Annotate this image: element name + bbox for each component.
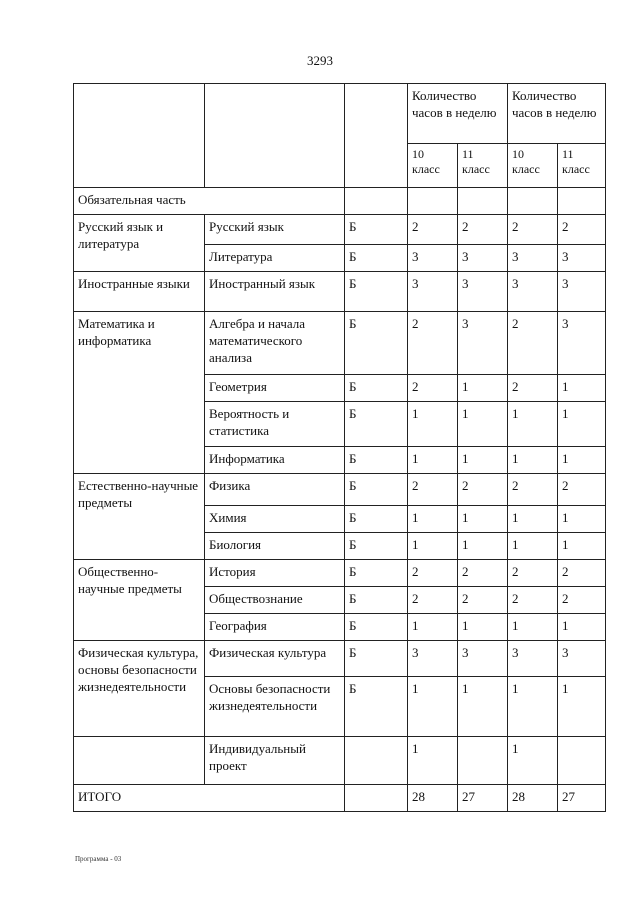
header-blank-level <box>345 84 408 188</box>
hours-cell: 1 <box>458 614 508 641</box>
hours-cell: 1 <box>408 533 458 560</box>
subject-level: Б <box>345 245 408 272</box>
hours-cell: 2 <box>408 560 458 587</box>
curriculum-table <box>73 83 606 812</box>
hours-cell: 2 <box>558 215 606 245</box>
table-row <box>74 737 606 785</box>
total-hours-cell: 28 <box>508 785 558 812</box>
hours-cell: 3 <box>508 245 558 272</box>
header-grade-11: 11 класс <box>558 144 606 188</box>
hours-cell: 2 <box>558 587 606 614</box>
hours-cell: 1 <box>458 533 508 560</box>
table-row <box>74 312 606 375</box>
subject-name: Алгебра и начала математического анализа <box>205 312 345 375</box>
subject-area: Общественно-научные предметы <box>74 560 205 641</box>
hours-cell: 2 <box>458 474 508 506</box>
hours-cell: 2 <box>408 587 458 614</box>
subject-level: Б <box>345 272 408 312</box>
subject-name: Химия <box>205 506 345 533</box>
total-hours-cell: 27 <box>458 785 508 812</box>
hours-cell: 3 <box>408 641 458 677</box>
hours-cell: 1 <box>408 506 458 533</box>
subject-level: Б <box>345 375 408 402</box>
header-hours-group-2: Количество часов в неделю <box>508 84 606 144</box>
hours-cell: 2 <box>408 375 458 402</box>
total-label: ИТОГО <box>74 785 345 812</box>
hours-cell: 3 <box>408 245 458 272</box>
hours-cell: 2 <box>408 312 458 375</box>
subject-name: История <box>205 560 345 587</box>
subject-area: Физическая культура, основы безопасности жизнедеятельности <box>74 641 205 737</box>
subject-name: Физическая культура <box>205 641 345 677</box>
hours-cell: 3 <box>408 272 458 312</box>
hours-cell: 3 <box>508 641 558 677</box>
hours-cell: 1 <box>558 533 606 560</box>
total-row <box>74 785 606 812</box>
hours-cell: 3 <box>558 272 606 312</box>
hours-cell: 2 <box>458 560 508 587</box>
header-grade-11: 11 класс <box>458 144 508 188</box>
hours-cell: 2 <box>408 215 458 245</box>
hours-cell: 1 <box>458 677 508 737</box>
hours-cell: 1 <box>408 614 458 641</box>
hours-cell: 1 <box>508 737 558 785</box>
hours-cell: 1 <box>458 506 508 533</box>
hours-cell: 3 <box>458 272 508 312</box>
hours-cell: 3 <box>558 641 606 677</box>
hours-cell: 2 <box>458 215 508 245</box>
subject-level: Б <box>345 560 408 587</box>
table-row <box>74 272 606 312</box>
hours-cell <box>558 737 606 785</box>
hours-cell: 1 <box>408 402 458 447</box>
subject-area: Математика и информатика <box>74 312 205 474</box>
subject-name: Литература <box>205 245 345 272</box>
subject-name: Обществознание <box>205 587 345 614</box>
footer-note: Программа - 03 <box>75 855 122 863</box>
subject-name: География <box>205 614 345 641</box>
header-hours-group-1: Количество часов в неделю <box>408 84 508 144</box>
hours-cell: 3 <box>558 245 606 272</box>
hours-cell: 2 <box>558 474 606 506</box>
hours-cell: 1 <box>458 375 508 402</box>
subject-level: Б <box>345 587 408 614</box>
subject-level: Б <box>345 215 408 245</box>
table-row <box>74 474 606 506</box>
subject-level: Б <box>345 533 408 560</box>
hours-cell <box>458 737 508 785</box>
subject-name: Индивидуальный проект <box>205 737 345 785</box>
hours-cell: 1 <box>508 402 558 447</box>
subject-name: Информатика <box>205 447 345 474</box>
hours-cell: 1 <box>458 447 508 474</box>
subject-level: Б <box>345 677 408 737</box>
header-grade-10: 10 класс <box>508 144 558 188</box>
hours-cell: 3 <box>458 641 508 677</box>
hours-cell: 3 <box>458 245 508 272</box>
hours-cell: 2 <box>408 474 458 506</box>
hours-cell: 2 <box>508 215 558 245</box>
mandatory-label: Обязательная часть <box>74 188 345 215</box>
subject-name: Биология <box>205 533 345 560</box>
subject-level: Б <box>345 506 408 533</box>
table-row <box>74 215 606 245</box>
hours-cell: 3 <box>558 312 606 375</box>
hours-cell: 2 <box>508 474 558 506</box>
subject-level: Б <box>345 312 408 375</box>
hours-cell: 1 <box>558 402 606 447</box>
subject-area: Русский язык и литература <box>74 215 205 272</box>
hours-cell: 1 <box>508 677 558 737</box>
hours-cell: 1 <box>558 614 606 641</box>
hours-cell: 1 <box>508 614 558 641</box>
hours-cell: 1 <box>508 533 558 560</box>
table-row <box>74 560 606 587</box>
subject-level: Б <box>345 447 408 474</box>
total-hours-cell: 28 <box>408 785 458 812</box>
hours-cell: 1 <box>558 506 606 533</box>
hours-cell: 1 <box>508 447 558 474</box>
subject-level: Б <box>345 474 408 506</box>
hours-cell: 2 <box>508 375 558 402</box>
total-hours-cell: 27 <box>558 785 606 812</box>
hours-cell: 3 <box>508 272 558 312</box>
hours-cell: 1 <box>558 375 606 402</box>
subject-area: Иностранные языки <box>74 272 205 312</box>
hours-cell: 1 <box>458 402 508 447</box>
hours-cell: 1 <box>558 677 606 737</box>
hours-cell: 1 <box>408 677 458 737</box>
subject-level: Б <box>345 402 408 447</box>
subject-level: Б <box>345 641 408 677</box>
hours-cell: 2 <box>508 587 558 614</box>
hours-cell: 1 <box>508 506 558 533</box>
subject-name: Вероятность и статистика <box>205 402 345 447</box>
subject-area: Естественно-научные предметы <box>74 474 205 560</box>
hours-cell: 1 <box>408 737 458 785</box>
subject-name: Иностранный язык <box>205 272 345 312</box>
subject-level <box>345 737 408 785</box>
subject-name: Русский язык <box>205 215 345 245</box>
header-blank-subject <box>205 84 345 188</box>
page-number: 3293 <box>307 53 333 68</box>
subject-name: Геометрия <box>205 375 345 402</box>
subject-name: Основы безопасности жизнедеятельности <box>205 677 345 737</box>
subject-area <box>74 737 205 785</box>
hours-cell: 2 <box>508 312 558 375</box>
subject-name: Физика <box>205 474 345 506</box>
hours-cell: 2 <box>558 560 606 587</box>
hours-cell: 1 <box>558 447 606 474</box>
hours-cell: 3 <box>458 312 508 375</box>
header-row-1 <box>74 84 606 144</box>
table-row <box>74 641 606 677</box>
mandatory-row <box>74 188 606 215</box>
header-blank-area <box>74 84 205 188</box>
hours-cell: 2 <box>458 587 508 614</box>
hours-cell: 1 <box>408 447 458 474</box>
header-grade-10: 10 класс <box>408 144 458 188</box>
subject-level: Б <box>345 614 408 641</box>
hours-cell: 2 <box>508 560 558 587</box>
